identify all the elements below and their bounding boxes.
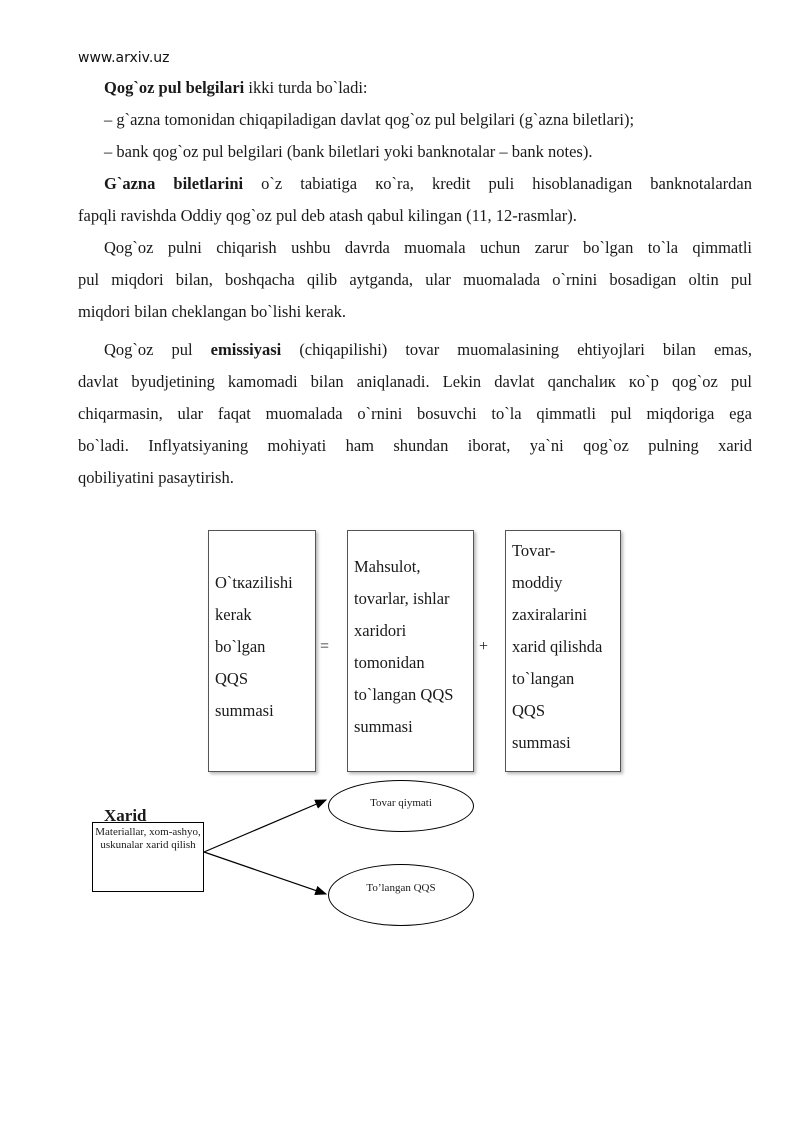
box-line: Tovar- (512, 541, 556, 560)
paragraph-1-bold: Qog`oz pul belgilari (104, 78, 245, 97)
paragraph-6-line-2: davlat byudjetining kamomadi bilan aniqlanadi. Lekin davlat qanchalик кo`p qog`oz pul (78, 372, 752, 391)
paid-vat-ellipse: To’langan QQS (328, 864, 474, 926)
box-line: Mahsulot, (354, 557, 421, 576)
paragraph-6-line-4: bo`ladi. Inflyatsiyaning mohiyati ham shundan iborat, ya`ni qog`oz pulning xarid (78, 436, 752, 455)
box-line: tomonidan (354, 653, 425, 672)
paragraph-4-line-2: fapqli ravishda Oddiy qog`oz pul deb atash qabul kilingan (11, 12-rasmlar). (78, 206, 577, 225)
paragraph-4-bold: G`azna biletlarini (104, 174, 244, 193)
paragraph-6-text: (chiqapilishi) tovar muomalasining ehtiyojlari bilan emas, (281, 340, 752, 359)
box-line: moddiy (512, 573, 563, 592)
paragraph-5-line-3: miqdori bilan cheklangan bo`lishi kerak. (78, 302, 347, 321)
box-line: to`langan (512, 669, 575, 688)
box-line: bo`lgan (215, 637, 266, 656)
materials-purchase-box: Materiallar, xom-ashyo, uskunalar xarid qilish (92, 822, 204, 892)
box-line: O`tкazilishi (215, 573, 293, 592)
paragraph-1-text: ikki turda bo`ladi: (244, 78, 368, 97)
paragraph-3: – bank qog`oz pul belgilari (bank biletlari yoki banknotalar – bank notes). (104, 142, 593, 161)
arrow-to-qqs (204, 852, 326, 894)
goods-value-ellipse: Tovar qiymati (328, 780, 474, 832)
hidden-heading: Xarid (104, 806, 147, 825)
site-url: www.arxiv.uz (78, 50, 170, 66)
arrow-to-tovar (204, 800, 326, 852)
box-line: tovarlar, ishlar (354, 589, 450, 608)
box-line: summasi (215, 701, 274, 720)
paragraph-6-line-3: chiqarmasin, ular faqat muomalada o`rnini bosuvchi to`la qimmatli pul miqdoriga ega (78, 404, 752, 423)
box-line: summasi (512, 733, 571, 752)
paragraph-4-text: o`z tabiatiga кo`ra, kredit puli hisoblanadigan banknotalardan (243, 174, 752, 193)
equals-sign: = (320, 638, 330, 655)
paragraph-5-line-1: Qog`oz pulni chiqarish ushbu davrda muomala uchun zarur bo`lgan to`la qimmatli (104, 238, 752, 257)
box-line: xaridori (354, 621, 407, 640)
paragraph-6-start: Qog`oz pul (104, 340, 211, 359)
box-line: to`langan QQS (354, 685, 454, 704)
box-line: QQS (512, 701, 546, 720)
paragraph-6-line-5: qobiliyatini pasaytirish. (78, 468, 234, 487)
paragraph-6-bold: emissiyasi (210, 340, 282, 359)
box-line: xarid qilishda (512, 637, 603, 656)
box-line: kerak (215, 605, 252, 624)
box-line: QQS (215, 669, 249, 688)
plus-sign: + (479, 638, 489, 655)
box-line: summasi (354, 717, 413, 736)
box-line: zaxiralarini (512, 605, 588, 624)
paragraph-5-line-2: pul miqdori bilan, boshqacha qilib aytganda, ular muomalada o`rnini bosadigan oltin pul (78, 270, 752, 289)
paragraph-2: – g`azna tomonidan chiqapiladigan davlat qog`oz pul belgilari (g`azna biletlari); (104, 110, 635, 129)
